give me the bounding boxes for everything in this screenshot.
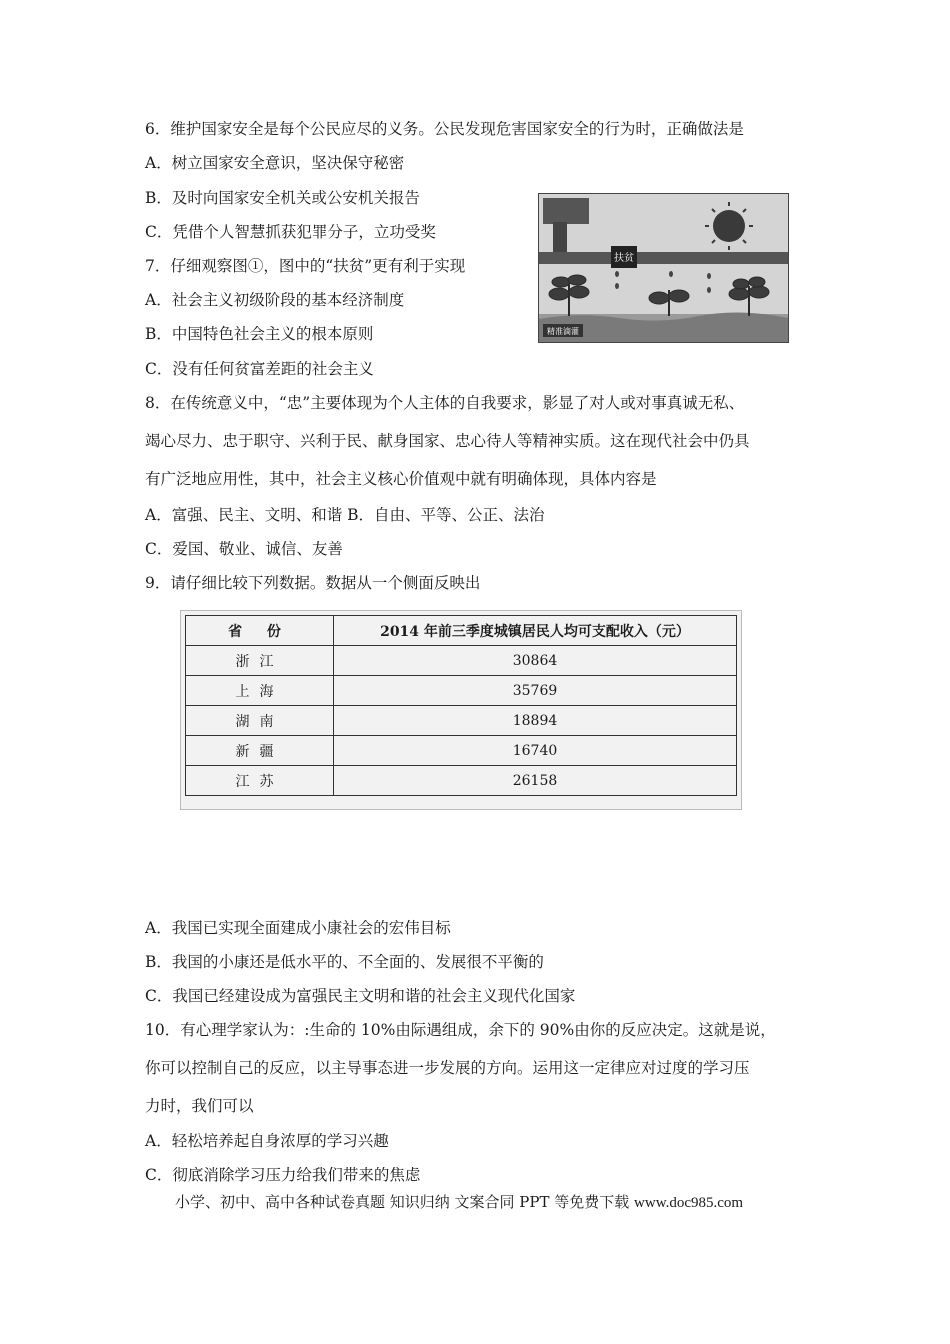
q6-stem: 6．维护国家安全是每个公民应尽的义务。公民发现危害国家安全的行为时，正确做法是 (145, 120, 744, 138)
q8-stem-line3: 有广泛地应用性，其中，社会主义核心价值观中就有明确体现，具体内容是 (145, 470, 657, 488)
table-header-row (186, 616, 737, 646)
cartoon-pipe-label: 扶贫 (614, 253, 634, 264)
q7-option-a: A．社会主义初级阶段的基本经济制度 (145, 291, 405, 309)
table-cell-income: 26158 (334, 766, 737, 796)
table-cell-province: 江苏 (186, 766, 334, 796)
table-row (186, 736, 737, 766)
table-row (186, 646, 737, 676)
q10-option-a: A．轻松培养起自身浓厚的学习兴趣 (145, 1132, 389, 1150)
poverty-alleviation-cartoon (538, 193, 789, 343)
q10-option-c: C．彻底消除学习压力给我们带来的焦虑 (145, 1166, 421, 1184)
page-footer (175, 1191, 743, 1212)
table-cell-income: 30864 (334, 646, 737, 676)
table-cell-income: 35769 (334, 676, 737, 706)
q7-stem: 7．仔细观察图①，图中的“扶贫”更有利于实现 (145, 257, 466, 275)
q8-stem-line2: 竭心尽力、忠于职守、兴利于民、献身国家、忠心待人等精神实质。这在现代社会中仍具 (145, 432, 750, 450)
cartoon-caption: 精准滴灌 (547, 327, 579, 336)
q6-option-a: A．树立国家安全意识，坚决保守秘密 (145, 154, 405, 172)
q6-option-b: B．及时向国家安全机关或公安机关报告 (145, 189, 420, 207)
table-cell-income: 16740 (334, 736, 737, 766)
q8-stem-line1: 8．在传统意义中，“忠”主要体现为个人主体的自我要求，影显了对人或对事真诚无私、 (145, 394, 745, 412)
q7-option-c: C．没有任何贫富差距的社会主义 (145, 360, 374, 378)
q8-option-c: C．爱国、敬业、诚信、友善 (145, 540, 343, 558)
table-row (186, 766, 737, 796)
footer-url[interactable]: www.doc985.com (634, 1195, 744, 1211)
table-cell-province: 湖南 (186, 706, 334, 736)
q9-stem: 9．请仔细比较下列数据。数据从一个侧面反映出 (145, 574, 481, 592)
table-cell-province: 浙江 (186, 646, 334, 676)
q9-option-b: B．我国的小康还是低水平的、不全面的、发展很不平衡的 (145, 953, 544, 971)
table-row (186, 706, 737, 736)
q10-stem-line3: 力时，我们可以 (145, 1097, 254, 1115)
q10-stem-line1: 10．有心理学家认为：:生命的 10%由际遇组成，余下的 90%由你的反应决定。这就是说， (145, 1021, 776, 1039)
table-header-province: 省 份 (186, 616, 334, 646)
table-cell-province: 新疆 (186, 736, 334, 766)
table-cell-income: 18894 (334, 706, 737, 736)
table-row (186, 676, 737, 706)
q8-options-ab: A．富强、民主、文明、和谐 B．自由、平等、公正、法治 (145, 506, 545, 524)
table-cell-province: 上海 (186, 676, 334, 706)
footer-text: 小学、初中、高中各种试卷真题 知识归纳 文案合同 PPT 等免费下载 (175, 1193, 630, 1211)
cartoon-drawing (539, 194, 788, 342)
income-table-grid (185, 615, 737, 796)
q10-stem-line2: 你可以控制自己的反应，以主导事态进一步发展的方向。运用这一定律应对过度的学习压 (145, 1059, 750, 1077)
table-header-income: 2014 年前三季度城镇居民人均可支配收入（元） (334, 616, 737, 646)
q9-option-a: A．我国已实现全面建成小康社会的宏伟目标 (145, 919, 451, 937)
q9-option-c: C．我国已经建设成为富强民主文明和谐的社会主义现代化国家 (145, 987, 576, 1005)
income-table (180, 610, 742, 810)
q6-option-c: C．凭借个人智慧抓获犯罪分子，立功受奖 (145, 223, 436, 241)
q7-option-b: B．中国特色社会主义的根本原则 (145, 325, 374, 343)
